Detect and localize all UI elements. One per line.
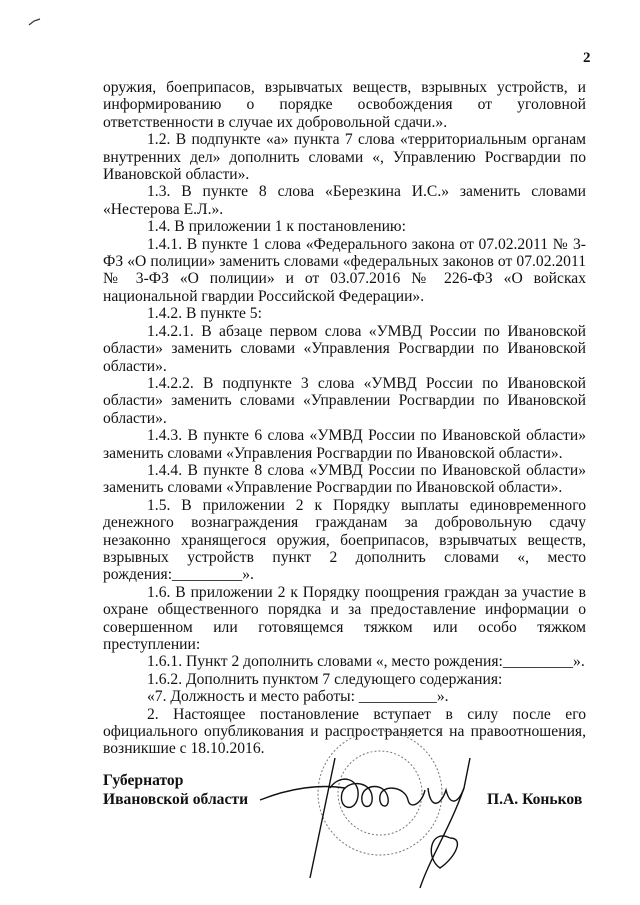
paragraph: 1.4.2.2. В подпункте 3 слова «УМВД России по Ивановской области» заменить словами «Управлении Росгвардии по Ивановской области». xyxy=(103,374,586,427)
paragraph: оружия, боеприпасов, взрывчатых веществ, взрывных устройств, и информированию о порядке освобождения от уголовной ответственности в случае их добровольной сдачи.». xyxy=(103,79,586,131)
paragraph: 1.4.3. В пункте 6 слова «УМВД России по Ивановской области» заменить словами «Управления Росгвардии по Ивановской области». xyxy=(103,427,586,462)
page-number: 2 xyxy=(583,50,591,66)
paragraph: 1.4.1. В пункте 1 слова «Федерального закона от 07.02.2011 № 3-ФЗ «О полиции» заменить словами «федеральных законов от 07.02.2011 № 3-ФЗ «О полиции» и от 03.07.2016 № 226-ФЗ «О войсках национальной гвардии Российской Федерации». xyxy=(103,235,586,305)
signature-icon xyxy=(260,758,470,888)
paragraph: 1.6.2. Дополнить пунктом 7 следующего содержания: xyxy=(147,670,503,688)
paragraph: 1.6.1. Пункт 2 дополнить словами «, место рождения:_________». xyxy=(147,653,585,671)
paragraph: 1.4.2.1. В абзаце первом слова «УМВД России по Ивановской области» заменить словами «Управления Росгвардии по Ивановской области». xyxy=(103,322,586,375)
paragraph: 1.4. В приложении 1 к постановлению: xyxy=(147,218,406,236)
scan-mark xyxy=(28,18,42,26)
paragraph: 1.2. В подпункте «а» пункта 7 слова «территориальным органам внутренних дел» дополнить словами «, Управлению Росгвардии по Ивановской области». xyxy=(103,131,586,184)
document-body xyxy=(103,79,586,758)
position-line: Ивановской области xyxy=(103,791,249,808)
stamp-and-signature xyxy=(250,718,480,898)
paragraph: 1.5. В приложении 2 к Порядку выплаты единовременного денежного вознаграждения гражданам за добровольную сдачу незаконно хранящегося оружия, боеприпасов, взрывчатых веществ, взрывных устройств пункт 2 дополнить словами «, место рождения:_________». xyxy=(103,496,586,584)
signatory-name: П.А. Коньков xyxy=(487,791,583,808)
paragraph: 1.3. В пункте 8 слова «Березкина И.С.» заменить словами «Нестерова Е.Л.». xyxy=(103,183,586,218)
paragraph: 1.6. В приложении 2 к Порядку поощрения граждан за участие в охране общественного порядка и за предоставление информации о совершенном или готовящемся тяжком или особо тяжком преступлении: xyxy=(103,583,586,653)
stamp-icon xyxy=(318,731,442,855)
signatory-position xyxy=(103,771,248,809)
paragraph: 2. Настоящее постановление вступает в силу после его официального опубликования и распространяется на правоотношения, возникшие с 18.10.2016. xyxy=(103,705,586,758)
paragraph: 1.4.2. В пункте 5: xyxy=(147,305,262,323)
paragraph: «7. Должность и место работы: __________». xyxy=(147,688,449,706)
paragraph: 1.4.4. В пункте 8 слова «УМВД России по Ивановской области» заменить словами «Управление Росгвардии по Ивановской области». xyxy=(103,461,586,497)
position-line: Губернатор xyxy=(103,772,184,789)
